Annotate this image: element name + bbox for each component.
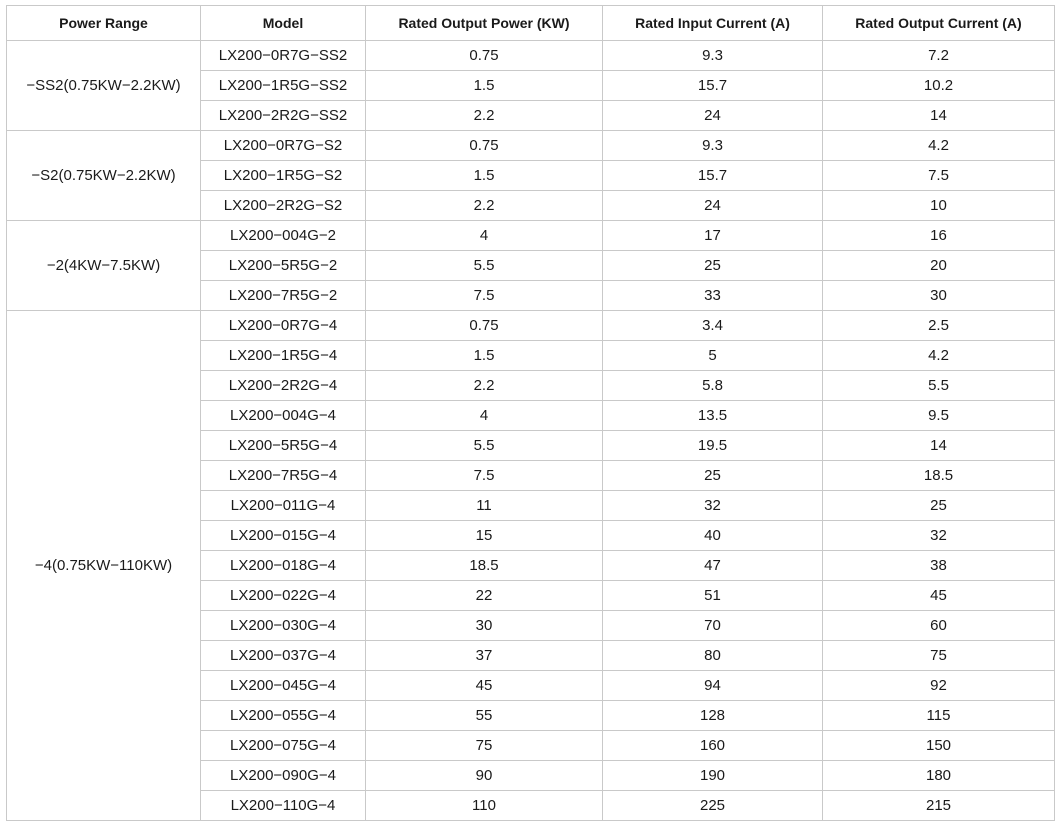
model-cell: LX200−5R5G−4 [201,431,366,461]
power-range-cell: −2(4KW−7.5KW) [7,221,201,311]
rated-input-current-cell: 13.5 [603,401,823,431]
model-cell: LX200−055G−4 [201,701,366,731]
rated-output-power-cell: 37 [366,641,603,671]
table-row [7,311,1055,341]
rated-input-current-cell: 51 [603,581,823,611]
rated-output-power-cell: 75 [366,731,603,761]
rated-output-current-cell: 20 [823,251,1055,281]
rated-input-current-cell: 160 [603,731,823,761]
rated-input-current-cell: 225 [603,791,823,821]
rated-input-current-cell: 9.3 [603,131,823,161]
power-range-cell: −S2(0.75KW−2.2KW) [7,131,201,221]
rated-output-power-cell: 55 [366,701,603,731]
rated-input-current-cell: 17 [603,221,823,251]
rated-output-current-cell: 92 [823,671,1055,701]
rated-output-power-cell: 1.5 [366,341,603,371]
rated-output-current-cell: 45 [823,581,1055,611]
model-cell: LX200−011G−4 [201,491,366,521]
rated-output-power-cell: 22 [366,581,603,611]
rated-output-current-cell: 7.2 [823,41,1055,71]
header-rated-input-current: Rated Input Current (A) [603,6,823,41]
table-header [7,6,1055,41]
rated-output-current-cell: 10.2 [823,71,1055,101]
header-rated-output-current: Rated Output Current (A) [823,6,1055,41]
rated-output-current-cell: 38 [823,551,1055,581]
rated-output-power-cell: 5.5 [366,251,603,281]
rated-output-current-cell: 14 [823,101,1055,131]
rated-output-power-cell: 1.5 [366,71,603,101]
rated-input-current-cell: 94 [603,671,823,701]
rated-output-current-cell: 30 [823,281,1055,311]
rated-input-current-cell: 24 [603,191,823,221]
rated-input-current-cell: 25 [603,461,823,491]
rated-output-power-cell: 0.75 [366,41,603,71]
rated-output-current-cell: 25 [823,491,1055,521]
rated-output-power-cell: 7.5 [366,461,603,491]
model-cell: LX200−2R2G−S2 [201,191,366,221]
rated-output-current-cell: 115 [823,701,1055,731]
model-cell: LX200−037G−4 [201,641,366,671]
rated-input-current-cell: 33 [603,281,823,311]
rated-output-power-cell: 7.5 [366,281,603,311]
rated-output-current-cell: 60 [823,611,1055,641]
rated-output-current-cell: 18.5 [823,461,1055,491]
header-rated-output-power: Rated Output Power (KW) [366,6,603,41]
header-row [7,6,1055,41]
model-cell: LX200−045G−4 [201,671,366,701]
model-cell: LX200−022G−4 [201,581,366,611]
model-cell: LX200−2R2G−4 [201,371,366,401]
rated-input-current-cell: 70 [603,611,823,641]
rated-output-current-cell: 14 [823,431,1055,461]
rated-output-power-cell: 15 [366,521,603,551]
rated-output-power-cell: 30 [366,611,603,641]
model-cell: LX200−090G−4 [201,761,366,791]
rated-output-current-cell: 75 [823,641,1055,671]
model-cell: LX200−0R7G−S2 [201,131,366,161]
rated-output-power-cell: 45 [366,671,603,701]
model-cell: LX200−004G−2 [201,221,366,251]
rated-output-current-cell: 9.5 [823,401,1055,431]
rated-input-current-cell: 25 [603,251,823,281]
rated-output-current-cell: 5.5 [823,371,1055,401]
rated-output-current-cell: 16 [823,221,1055,251]
rated-output-power-cell: 90 [366,761,603,791]
rated-input-current-cell: 5.8 [603,371,823,401]
rated-output-power-cell: 4 [366,221,603,251]
rated-output-current-cell: 2.5 [823,311,1055,341]
table-row [7,41,1055,71]
table-row [7,131,1055,161]
rated-output-power-cell: 5.5 [366,431,603,461]
rated-input-current-cell: 15.7 [603,161,823,191]
rated-input-current-cell: 15.7 [603,71,823,101]
rated-output-power-cell: 11 [366,491,603,521]
rated-input-current-cell: 40 [603,521,823,551]
model-cell: LX200−1R5G−S2 [201,161,366,191]
model-cell: LX200−0R7G−SS2 [201,41,366,71]
table-row [7,221,1055,251]
rated-input-current-cell: 3.4 [603,311,823,341]
model-cell: LX200−0R7G−4 [201,311,366,341]
rated-input-current-cell: 190 [603,761,823,791]
model-cell: LX200−7R5G−2 [201,281,366,311]
rated-input-current-cell: 80 [603,641,823,671]
power-range-cell: −4(0.75KW−110KW) [7,311,201,821]
rated-output-current-cell: 4.2 [823,131,1055,161]
header-power-range: Power Range [7,6,201,41]
rated-output-current-cell: 10 [823,191,1055,221]
model-cell: LX200−2R2G−SS2 [201,101,366,131]
rated-input-current-cell: 32 [603,491,823,521]
model-cell: LX200−018G−4 [201,551,366,581]
model-cell: LX200−7R5G−4 [201,461,366,491]
model-cell: LX200−1R5G−SS2 [201,71,366,101]
rated-input-current-cell: 9.3 [603,41,823,71]
model-cell: LX200−015G−4 [201,521,366,551]
header-model: Model [201,6,366,41]
rated-input-current-cell: 5 [603,341,823,371]
specs-table [6,5,1055,821]
rated-input-current-cell: 19.5 [603,431,823,461]
rated-output-power-cell: 2.2 [366,101,603,131]
model-cell: LX200−110G−4 [201,791,366,821]
rated-output-current-cell: 32 [823,521,1055,551]
model-cell: LX200−004G−4 [201,401,366,431]
rated-output-current-cell: 4.2 [823,341,1055,371]
rated-output-power-cell: 0.75 [366,131,603,161]
rated-output-current-cell: 180 [823,761,1055,791]
rated-output-current-cell: 150 [823,731,1055,761]
rated-output-power-cell: 2.2 [366,371,603,401]
model-cell: LX200−1R5G−4 [201,341,366,371]
rated-input-current-cell: 24 [603,101,823,131]
rated-output-power-cell: 4 [366,401,603,431]
table-body [7,41,1055,821]
rated-output-power-cell: 18.5 [366,551,603,581]
model-cell: LX200−030G−4 [201,611,366,641]
rated-output-power-cell: 110 [366,791,603,821]
power-range-cell: −SS2(0.75KW−2.2KW) [7,41,201,131]
rated-output-power-cell: 1.5 [366,161,603,191]
rated-input-current-cell: 128 [603,701,823,731]
rated-input-current-cell: 47 [603,551,823,581]
model-cell: LX200−075G−4 [201,731,366,761]
rated-output-current-cell: 7.5 [823,161,1055,191]
rated-output-power-cell: 0.75 [366,311,603,341]
rated-output-current-cell: 215 [823,791,1055,821]
model-cell: LX200−5R5G−2 [201,251,366,281]
rated-output-power-cell: 2.2 [366,191,603,221]
